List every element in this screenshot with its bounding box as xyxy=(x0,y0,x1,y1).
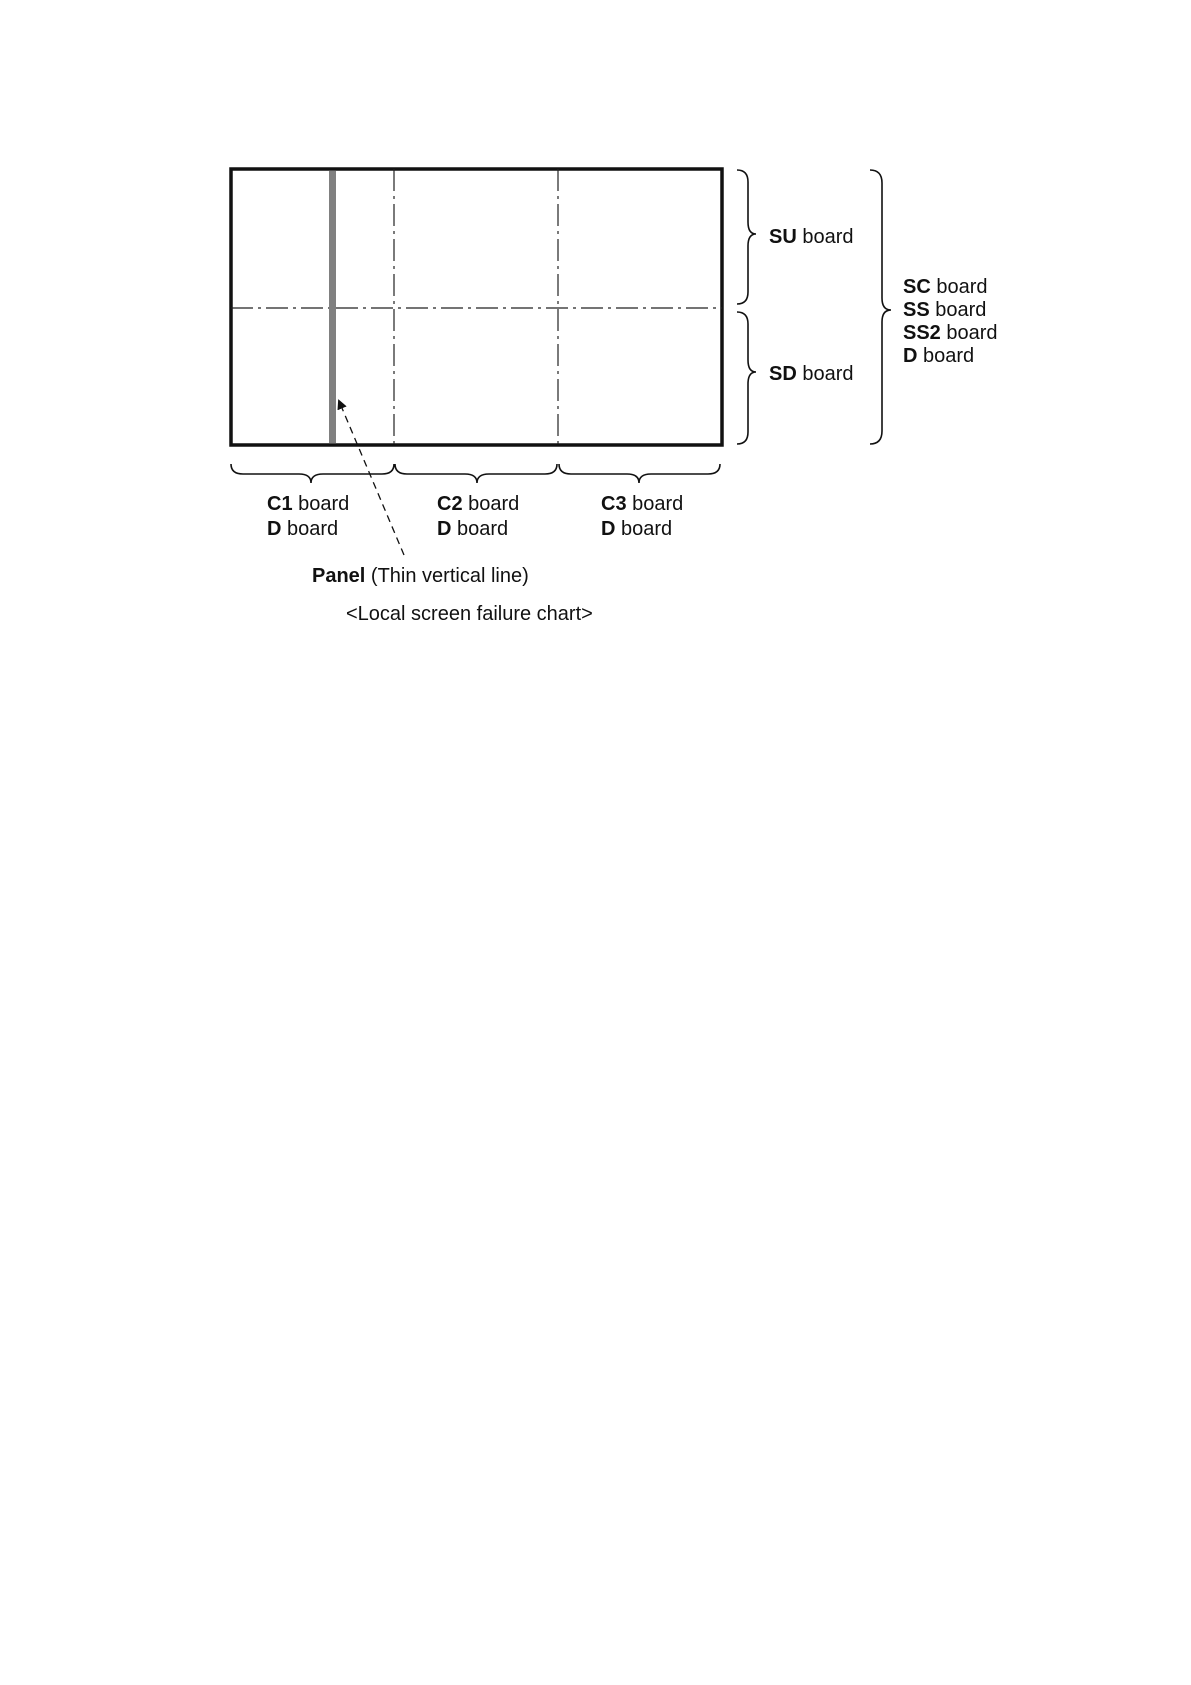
sc-board-label: SC board xyxy=(903,276,988,298)
c3-d-board-label: D board xyxy=(601,518,673,540)
ss-board-label: SS board xyxy=(903,299,987,321)
c1-board-label: C1 board xyxy=(267,493,350,515)
c2-d-board-label: D board xyxy=(437,518,509,540)
sd-board-brace xyxy=(737,312,756,444)
d-board-label-right: D board xyxy=(903,345,975,367)
column-2-brace xyxy=(395,464,557,483)
ss2-board-label: SS2 board xyxy=(903,322,998,344)
defect-vertical-line xyxy=(329,171,336,443)
column-3-brace xyxy=(559,464,720,483)
su-board-label: SU board xyxy=(769,226,854,248)
c2-board-label: C2 board xyxy=(437,493,520,515)
diagram-caption: <Local screen failure chart> xyxy=(346,603,593,625)
c1-d-board-label: D board xyxy=(267,518,339,540)
c3-board-label: C3 board xyxy=(601,493,684,515)
sc-group-brace xyxy=(870,170,891,444)
sd-board-label: SD board xyxy=(769,363,854,385)
su-board-brace xyxy=(737,170,756,304)
screen-panel-outline xyxy=(231,169,722,445)
panel-thin-vertical-line-label: Panel (Thin vertical line) xyxy=(312,565,529,587)
